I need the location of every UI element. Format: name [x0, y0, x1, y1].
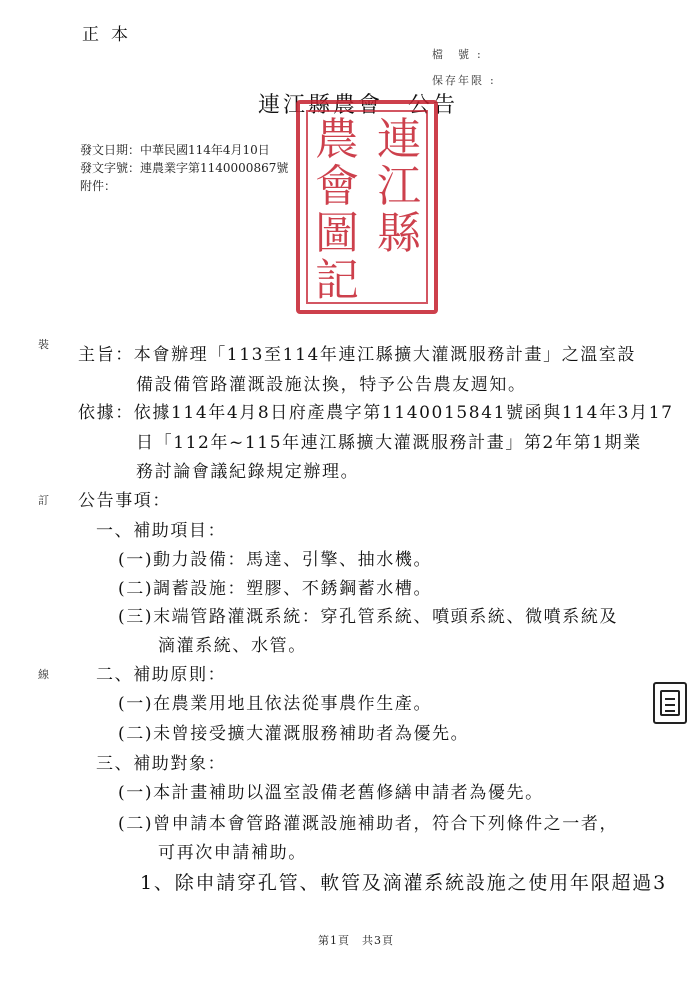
- section-3-item-2-cont: 可再次申請補助。: [158, 843, 307, 863]
- attachment-line: 附件：: [80, 179, 117, 193]
- copy-mark: 正本: [82, 25, 140, 45]
- section-2-item-2: (二)未曾接受擴大灌溉服務補助者為優先。: [118, 724, 470, 744]
- section-1-item-1: (一)動力設備：馬達、引擎、抽水機。: [118, 550, 433, 570]
- section-3-heading: 三、補助對象：: [96, 754, 227, 774]
- section-2-heading: 二、補助原則：: [96, 665, 227, 685]
- section-1-item-3-cont: 滴灌系統、水管。: [158, 636, 307, 656]
- section-3-item-2: (二)曾申請本會管路灌溉設施補助者，符合下列條件之一者，: [118, 814, 619, 834]
- file-number-label: 檔 號: [432, 48, 471, 61]
- section-2-item-1: (一)在農業用地且依法從事農作生產。: [118, 694, 433, 714]
- document-number: 發文字號：連農業字第1140000867號: [80, 161, 289, 175]
- section-3-item-1: (一)本計畫補助以溫室設備老舊修繕申請者為優先。: [118, 783, 544, 803]
- section-1-item-3: (三)末端管路灌溉系統：穿孔管系統、噴頭系統、微噴系統及: [118, 607, 619, 627]
- subject-line-2: 備設備管路灌溉設施汰換，特予公告農友週知。: [136, 375, 527, 395]
- seal-column-right: 連 江 縣: [377, 114, 421, 259]
- side-stamp-icon: [653, 682, 687, 724]
- basis-line-1: 依據：依據114年4月8日府產農字第1140015841號函與114年3月17: [78, 403, 674, 423]
- issue-date: 發文日期：中華民國114年4月10日: [80, 143, 270, 157]
- seal-column-left: 農 會 圖 記: [315, 114, 359, 306]
- retention-label: 保存年限: [432, 74, 484, 87]
- file-number-row: 檔 號 :: [432, 48, 483, 61]
- binding-mark-zhuang: 裝: [38, 338, 49, 351]
- document-title: 連江縣農會 公告: [258, 93, 459, 118]
- announcement-heading: 公告事項：: [78, 491, 171, 511]
- section-1-heading: 一、補助項目：: [96, 521, 227, 541]
- basis-line-3: 務討論會議紀錄規定辦理。: [136, 462, 360, 482]
- binding-mark-ding: 訂: [38, 494, 49, 507]
- page-number: 第1頁 共3頁: [318, 934, 394, 947]
- section-3-subitem-1: 1、除申請穿孔管、軟管及滴灌系統設施之使用年限超過3: [140, 872, 667, 894]
- binding-mark-xian: 線: [38, 668, 49, 681]
- retention-row: 保存年限 :: [432, 74, 496, 87]
- section-1-item-2: (二)調蓄設施：塑膠、不銹鋼蓄水槽。: [118, 579, 433, 599]
- basis-line-2: 日「112年~115年連江縣擴大灌溉服務計畫」第2年第1期業: [136, 433, 642, 453]
- subject-line-1: 主旨：本會辦理「113至114年連江縣擴大灌溉服務計畫」之溫室設: [78, 345, 637, 365]
- official-seal: [296, 100, 438, 314]
